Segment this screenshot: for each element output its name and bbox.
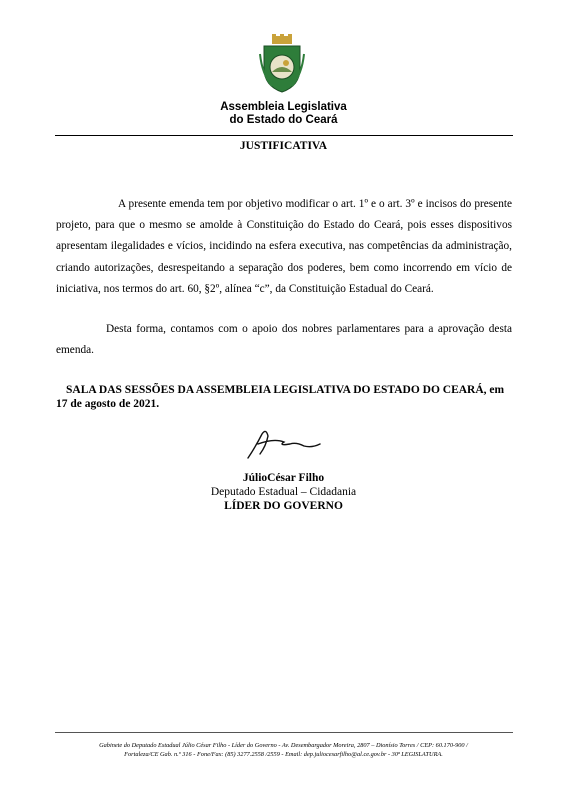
footer-address-line1: Gabinete do Deputado Estadual Júlio César Filho - Líder do Governo - Av. Desembargador Moreira, 2807 – Dionísio Torres / CEP: 60.170-900 / bbox=[99, 742, 468, 749]
institution-name-line1: Assembleia Legislativa bbox=[220, 101, 347, 113]
body-paragraph-1: A presente emenda tem por objetivo modificar o art. 1º e o art. 3º e incisos do presente projeto, para que o mesmo se amolde à Constituição do Estado do Ceará, pois esses dispositivos apresentam ilegalidades e vícios, incidindo na esfera executiva, nas competências da administração, criando autorizações, desrespeitando a separação dos poderes, bem como incorrendo em vício de iniciativa, nos termos do art. 60, §2º, alínea “c”, da Constituição Estadual do Ceará. bbox=[56, 198, 512, 295]
signatory-name: JúlioCésar Filho bbox=[242, 472, 325, 484]
handwritten-signature bbox=[238, 424, 328, 464]
institution-name-line2: do Estado do Ceará bbox=[229, 114, 338, 126]
signatory-role: Deputado Estadual – Cidadania bbox=[210, 486, 357, 498]
state-coat-of-arms-emblem bbox=[258, 34, 306, 94]
header-divider bbox=[55, 135, 513, 136]
document-title: JUSTIFICATIVA bbox=[239, 140, 328, 152]
footer-divider bbox=[55, 732, 513, 733]
footer-address-line2: Fortaleza/CE Gab. n.º 316 - Fone/Fax: (85) 3277.2558 /2559 - Email: dep.juliocesarfilho@al.ce.gov.br - 30ª LEGISLATURA. bbox=[124, 751, 443, 758]
closing-session-statement: SALA DAS SESSÕES DA ASSEMBLEIA LEGISLATIVA DO ESTADO DO CEARÁ, em 17 de agosto de 2021. bbox=[56, 384, 505, 410]
signatory-position: LÍDER DO GOVERNO bbox=[224, 500, 343, 512]
body-paragraph-2: Desta forma, contamos com o apoio dos nobres parlamentares para a aprovação desta emenda. bbox=[56, 323, 512, 357]
